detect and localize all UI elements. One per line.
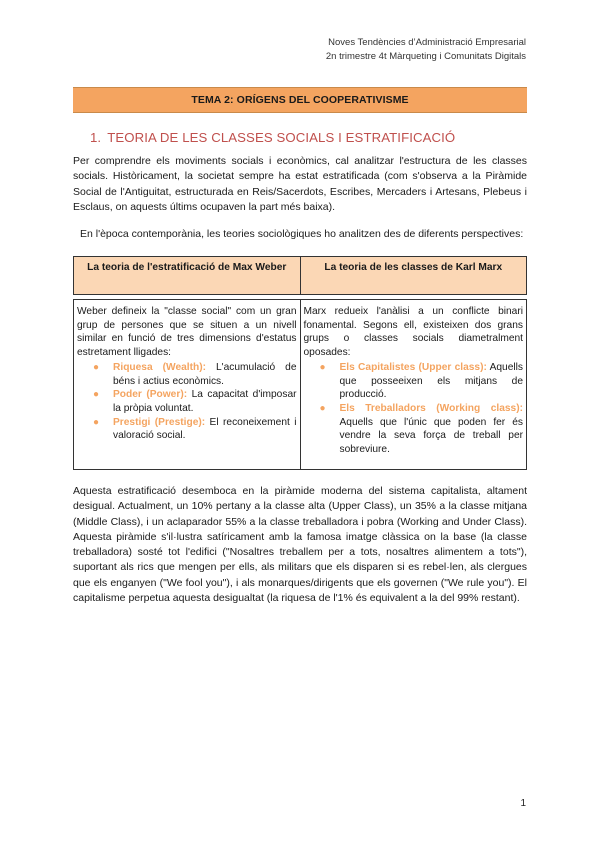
section-heading xyxy=(90,130,455,145)
section-number: 1. xyxy=(90,130,102,145)
item-description: El reconeixement i valoració social. xyxy=(113,416,297,442)
topic-banner xyxy=(73,87,527,113)
capitalist-pyramid-paragraph: Aquesta estratificació desemboca en la piràmide moderna del sistema capitalista, altament desigual. Actualment, un 10% pertany a la classe alta (Upper Class), un 35% a la classe mitjana (Middle Class), i un aclaparador 55% a la classe treballadora i pobra (Working and Under Class). Aquesta piràmide s'il·lustra satíricament amb la famosa imatge clàssica on la base (la classe treballadora) sosté tot l'edifici ("Nosaltres treballem per a tots, nosaltres alimentem a tots"), suportant als rics que mengen per ells, als militars que els disparen si es rebel·len, als clergues que els enganyen ("We fool you"), i als monarques/dirigents que els governen ("We rule you"). El capitalisme perpetua aquesta desigualtat (la riquesa de l'1% és equivalent a la del 99% restant). xyxy=(73,485,527,605)
bullet-dot-icon: ● xyxy=(93,416,100,428)
marx-cell xyxy=(300,300,527,470)
bullet-dot-icon: ● xyxy=(93,361,100,373)
item-description: La capacitat d'imposar la pròpia voluntat. xyxy=(113,389,297,414)
item-term: Poder (Power): xyxy=(113,389,188,401)
list-item xyxy=(93,361,297,388)
item-description: L'acumulació de béns i actius econòmics. xyxy=(113,361,297,387)
bullet-dot-icon: ● xyxy=(93,389,100,401)
table-body-row xyxy=(74,300,527,470)
bullet-dot-icon: ● xyxy=(319,361,326,373)
table-header-weber: La teoria de l'estratificació de Max Weber xyxy=(74,257,301,295)
list-item xyxy=(320,402,524,457)
list-item xyxy=(320,361,524,402)
bullet-dot-icon: ● xyxy=(319,402,326,414)
item-description: Aquells que posseeixen els mitjans de producció. xyxy=(339,361,523,401)
intro-paragraph: Per comprendre els moviments socials i econòmics, cal analitzar l'estructura de les classes socials. Històricament, la societat sempre ha estat estratificada (com s'observa a la Piràmide Social de l'Antiguitat, estructurada en Reis/Sacerdots, Escribes, Mercaders i Artesans, Plebeus i Esclaus, on aquests últims ocupaven la part més baixa). xyxy=(73,155,527,213)
list-item xyxy=(93,388,297,415)
table-header-marx: La teoria de les classes de Karl Marx xyxy=(300,257,527,295)
item-term: Els Treballadors (Working class): xyxy=(339,402,523,414)
theories-comparison-table xyxy=(73,256,527,470)
weber-cell xyxy=(74,300,301,470)
page-number: 1 xyxy=(520,798,526,809)
document-header xyxy=(326,36,526,64)
weber-intro: Weber defineix la "classe social" com un gran grup de persones que se situen a un nivell similar en funció de tres dimensions d'estatus estretament lligades: xyxy=(77,306,297,359)
table-header-row xyxy=(74,257,527,295)
marx-classes-list xyxy=(304,361,524,457)
item-term: Els Capitalistes (Upper class): xyxy=(339,361,487,373)
item-term: Riquesa (Wealth): xyxy=(113,361,207,373)
perspectives-paragraph: En l'època contemporània, les teories sociològiques ho analitzen des de diferents perspectives: xyxy=(80,228,524,240)
section-title-text: TEORIA DE LES CLASSES SOCIALS I ESTRATIFICACIÓ xyxy=(107,130,456,145)
list-item xyxy=(93,416,297,443)
header-course-title: Noves Tendències d’Administració Empresarial xyxy=(328,37,526,48)
marx-intro: Marx redueix l'anàlisi a un conflicte binari fonamental. Segons ell, existeixen dos grans grups o classes socials diametralment oposades: xyxy=(303,306,523,359)
topic-banner-title: TEMA 2: ORÍGENS DEL COOPERATIVISME xyxy=(191,94,409,106)
item-description: Aquells que l'únic que poden fer és vendre la seva força de treball per sobreviure. xyxy=(339,416,523,456)
header-course-subtitle: 2n trimestre 4t Màrqueting i Comunitats Digitals xyxy=(325,51,526,62)
weber-dimensions-list xyxy=(77,361,297,443)
item-term: Prestigi (Prestige): xyxy=(113,416,206,428)
